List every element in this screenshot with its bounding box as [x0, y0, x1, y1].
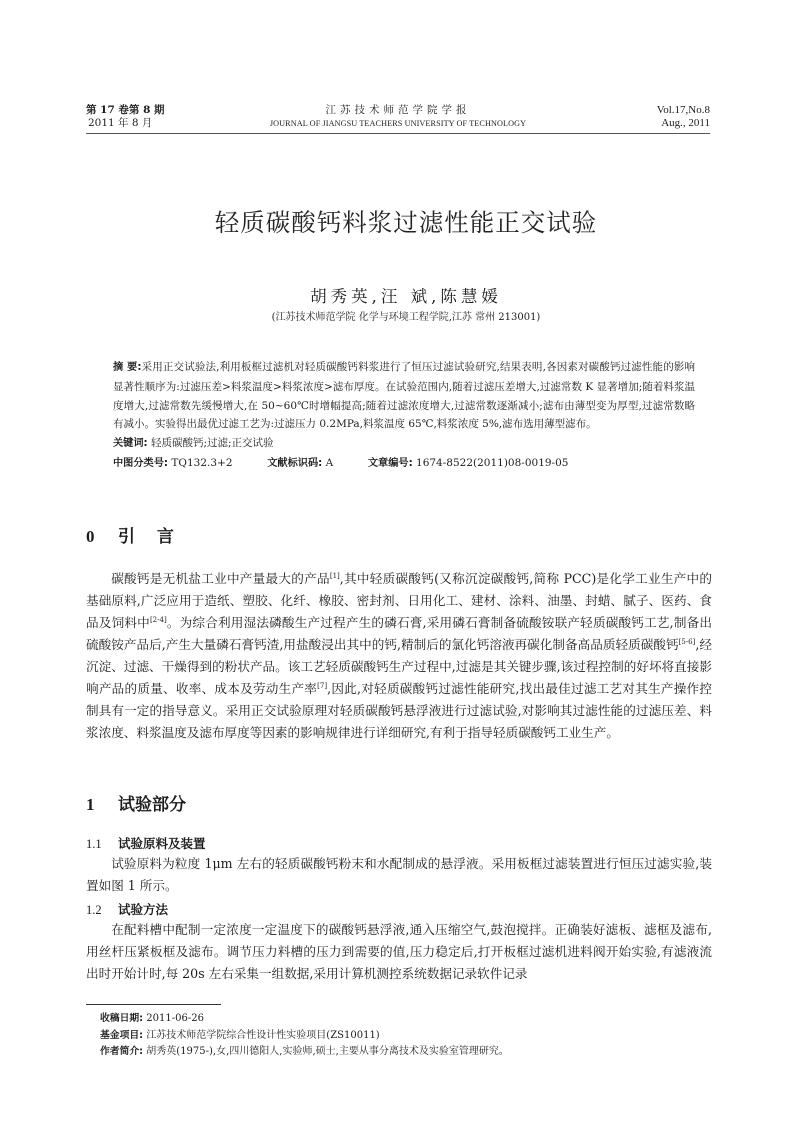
fund-line	[100, 1028, 700, 1045]
subsection-number: 1.2	[86, 903, 102, 917]
doc-code-label: 文献标识码:	[267, 457, 323, 469]
subsection-heading-materials	[86, 834, 206, 852]
abstract-text: 采用正交试验法,利用板框过滤机对轻质碳酸钙料浆进行了恒压过滤试验研究,结果表明,各因素对碳酸钙过滤性能的影响显著性顺序为:过滤压差>料浆温度>料浆浓度>滤布厚度。在试验范围内,随着过滤压差增大,过滤常数 K 显著增加;随着料浆温度增大,过滤常数先缓慢增大,在 50~60℃时增幅提高;随着过滤浓度增大,过滤常数逐渐减小;滤布由薄型变为厚型,过滤常数略有减小。实验得出最优过滤工艺为:过滤压力 0.2MPa,料浆温度 65℃,料浆浓度 5%,滤布选用薄型滤布。	[113, 361, 696, 431]
text-run: 碳酸钙是无机盐工业中产量最大的产品	[111, 571, 330, 586]
text-run: 。为综合利用湿法磷酸生产过程产生的磷石膏,采用磷石膏制备硫酸铵联产轻质碳酸钙工艺,制备出硫酸铵产品后,产生大量磷石膏钙渣,用盐酸浸出其中的钙,精制后的氯化钙溶液再碳化制备高品质轻质碳酸钙	[86, 615, 713, 652]
citation-ref[interactable]: [7]	[317, 682, 328, 690]
received-date-line	[100, 1011, 700, 1028]
section-number: 1	[86, 795, 95, 814]
received-date: 2011-06-26	[146, 1013, 204, 1024]
volume-cn: 第 17 卷第 8 期	[86, 104, 165, 116]
issue-info-en	[657, 104, 710, 130]
citation-ref[interactable]: [1]	[329, 572, 340, 580]
volume-en: Vol.17,No.8	[656, 104, 710, 116]
text-run: ,因此,对轻质碳酸钙过滤性能研究,找出最佳过滤工艺对其生产操作控制具有一定的指导意义。采用正交试验原理对轻质碳酸钙悬浮液进行过滤试验,对影响其过滤性能的过滤压差、料浆浓度、料浆温度及滤布厚度等因素的影响规律进行详细研究,有利于指导轻质碳酸钙工业生产。	[86, 681, 712, 740]
classification-line	[113, 454, 695, 474]
subsection-title: 试验原料及装置	[118, 836, 206, 851]
doc-code: A	[325, 456, 334, 469]
date-cn: 2011 年 8 月	[88, 117, 153, 129]
received-label: 收稿日期:	[100, 1013, 144, 1024]
article-no-label: 文章编号:	[367, 457, 413, 469]
author-bio: 胡秀英(1975-),女,四川德阳人,实验师,硕士,主要从事分离技术及实验室管理研究。	[146, 1046, 509, 1057]
keywords-line	[113, 434, 695, 454]
method-paragraph: 在配料槽中配制一定浓度一定温度下的碳酸钙悬浮液,通入压缩空气,鼓泡搅拌。正确装好滤板、滤框及滤布,用丝杆压紧板框及滤布。调节压力料槽的压力到需要的值,压力稳定后,打开板框过滤机进料阀开始实验,有滤液流出时开始计时,每 20s 左右采集一组数据,采用计算机测控系统数据记录软件记录	[86, 922, 712, 981]
journal-name-en: JOURNAL OF JIANGSU TEACHERS UNIVERSITY OF TECHNOLOGY	[269, 119, 527, 128]
section-heading-experiment	[86, 790, 186, 815]
keywords: 轻质碳酸钙;过滤;正交试验	[150, 437, 274, 450]
affiliation: (江苏技术师范学院 化学与环境工程学院,江苏 常州 213001)	[271, 312, 541, 323]
footnote-divider	[86, 1004, 221, 1005]
author-list: 胡秀英,汪 斌,陈慧媛	[310, 287, 502, 306]
journal-name	[86, 104, 710, 130]
section-title: 试验部分	[118, 795, 186, 815]
abstract	[113, 358, 695, 434]
section-heading-intro	[86, 522, 182, 547]
author-bio-label: 作者简介:	[100, 1046, 144, 1057]
running-header	[86, 104, 710, 134]
footnotes	[100, 1011, 700, 1061]
section-number: 0	[86, 527, 95, 546]
article-number: 1674-8522(2011)08-0019-05	[416, 456, 569, 469]
journal-name-cn: 江苏技术师范学院学报	[325, 104, 471, 116]
fund-label: 基金项目:	[100, 1029, 144, 1041]
clc-number: TQ132.3+2	[171, 456, 233, 469]
subsection-number: 1.1	[86, 837, 102, 851]
abstract-block	[113, 358, 695, 474]
subsection-title: 试验方法	[118, 902, 169, 917]
clc-label: 中图分类号:	[113, 457, 169, 469]
keywords-label: 关键词:	[113, 438, 148, 450]
abstract-label: 摘 要:	[113, 362, 142, 373]
materials-paragraph: 试验原料为粒度 1μm 左右的轻质碳酸钙粉末和水配制成的悬浮液。采用板框过滤装置进行恒压过滤实验,装置如图 1 所示。	[86, 856, 712, 893]
subsection-heading-method	[86, 900, 168, 918]
citation-ref[interactable]: [2-4]	[149, 616, 167, 624]
fund-text: 江苏技术师范学院综合性设计性实验项目(ZS10011)	[146, 1029, 380, 1041]
intro-paragraph	[86, 568, 712, 744]
date-en: Aug., 2011	[661, 117, 710, 129]
author-bio-line	[100, 1044, 700, 1061]
section-title: 引 言	[118, 527, 182, 547]
text-run: ,其中轻质碳酸钙(又称沉淀碳酸钙,简称 PCC)是化学工业生产中的基础原料,广泛应用于造纸、塑胶、化纤、橡胶、密封剂、日用化工、建材、涂料、油墨、封蜡、腻子、医药、食品及饲料中	[86, 571, 712, 630]
citation-ref[interactable]: [5-6]	[678, 638, 696, 646]
text-run: ,经沉淀、过滤、干燥得到的粉状产品。该工艺轻质碳酸钙生产过程中,过滤是其关键步骤,该过程控制的好坏将直接影响产品的质量、收率、成本及劳动生产率	[86, 637, 712, 696]
paper-title: 轻质碳酸钙料浆过滤性能正交试验	[214, 208, 598, 237]
